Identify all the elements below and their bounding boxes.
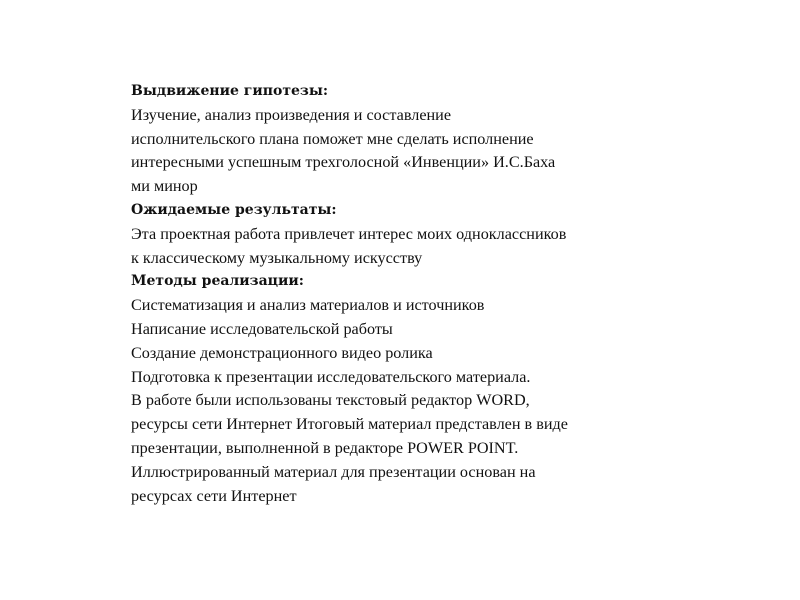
methods-line: В работе были использованы текстовый редактор WORD, bbox=[131, 391, 530, 410]
methods-line: Иллюстрированный материал для презентации основан на bbox=[131, 462, 536, 481]
methods-line: Создание демонстрационного видео ролика bbox=[131, 343, 433, 362]
hypothesis-line: Изучение, анализ произведения и составление bbox=[131, 105, 452, 124]
methods-line: Написание исследовательской работы bbox=[131, 319, 393, 338]
methods-line: ресурсы сети Интернет Итоговый материал представлен в виде bbox=[131, 415, 568, 434]
hypothesis-line: ми минор bbox=[131, 177, 198, 196]
results-line: Эта проектная работа привлечет интерес моих одноклассников bbox=[131, 224, 567, 243]
methods-heading: Методы реализации: bbox=[131, 273, 304, 290]
hypothesis-line: интересными успешным трехголосной «Инвенции» И.С.Баха bbox=[131, 153, 556, 172]
methods-line: Систематизация и анализ материалов и источников bbox=[131, 296, 485, 315]
methods-line: презентации, выполненной в редакторе POWER POINT. bbox=[131, 438, 519, 457]
methods-line: ресурсах сети Интернет bbox=[131, 486, 297, 505]
results-heading: Ожидаемые результаты: bbox=[131, 201, 337, 218]
results-line: к классическому музыкальному искусству bbox=[131, 248, 423, 267]
hypothesis-heading: Выдвижение гипотезы: bbox=[131, 83, 329, 99]
hypothesis-line: исполнительского плана поможет мне сделать исполнение bbox=[131, 129, 534, 148]
slide-text-block bbox=[131, 80, 691, 508]
methods-line: Подготовка к презентации исследовательского материала. bbox=[131, 367, 531, 386]
